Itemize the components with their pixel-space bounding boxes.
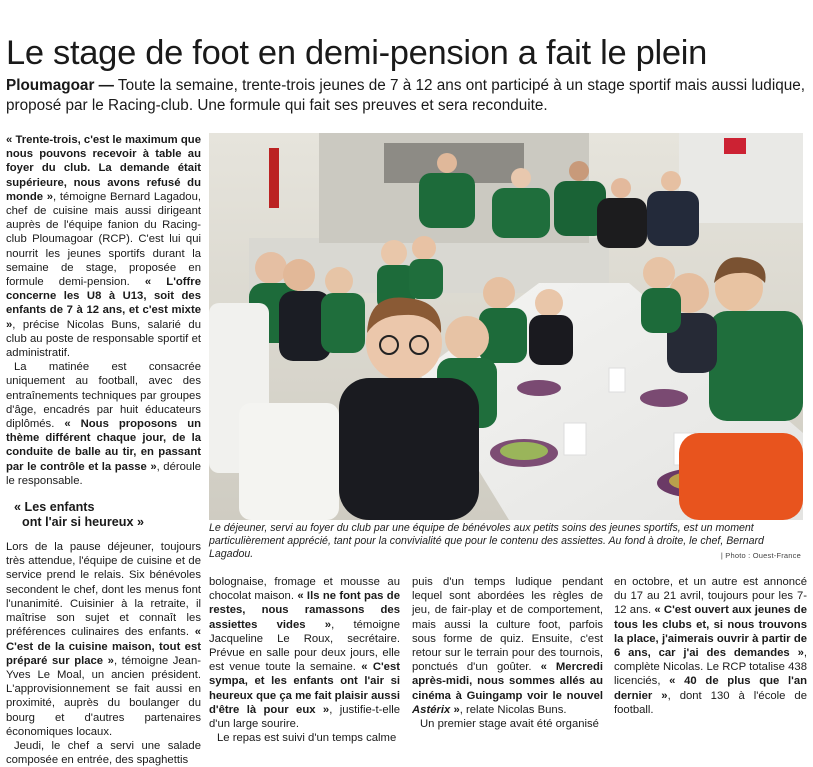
headline: Le stage de foot en demi-pension a fait le plein <box>6 34 708 72</box>
quote: « L'offre concerne les U8 à U13, soit des enfants de 7 à 12 ans, et c'est mixte » <box>6 276 201 331</box>
paragraph <box>412 717 603 731</box>
body-text: bolognaise, fromage et mousse au chocolat maison. <box>209 576 400 603</box>
quote: « Trente-trois, c'est le maximum que nous pouvons recevoir à table au foyer du club. La demande était supérieure, nous avons refusé du monde » <box>6 134 201 203</box>
paragraph <box>6 133 201 360</box>
body-text: puis d'un temps ludique pendant lequel sont abordées les règles de jeu, de fair-play et de comportement, mais aussi la culture foot, parfois sous forme de quiz. Ensuite, c'est retour sur le terrain pour des tournois, ponctués d'un goûter. <box>412 576 603 674</box>
body-text: La matinée est consacrée uniquement au football, avec des entraînements techniques par groupes d'âge, encadrés par huit éducateurs diplômés. <box>6 361 201 431</box>
quote-text: « Mercredi après-midi, nous sommes allés au cinéma à Guingamp voir le nouvel <box>412 661 603 702</box>
quote: « 40 de plus que l'an dernier » <box>614 675 807 702</box>
paragraph <box>209 575 400 731</box>
quote: « C'est sympa, et les enfants ont l'air si heureux que ça me fait plaisir aussi d'être là pour eux » <box>209 661 400 716</box>
intertitle-line-2: ont l'air si heureux » <box>22 515 144 530</box>
photo-caption: Le déjeuner, servi au foyer du club par une équipe de bénévoles aux petits soins des jeunes sportifs, est un moment particulièrement apprécié, tant pour la convivialité que pour le contenu des assiettes. Au fond à droite, le chef, Bernard Lagadou. <box>209 522 764 560</box>
body-text: , justifie-t-elle d'un large sourire. <box>209 703 400 731</box>
paragraph <box>6 739 201 767</box>
paragraph <box>209 731 400 745</box>
body-text: , témoigne Jean-Yves Le Moal, un ancien président. L'approvisionnement se fait aussi en proximité, auprès du boulanger du bourg et d'autres partenaires économiques locaux. <box>6 654 201 738</box>
quote: « C'est ouvert aux jeunes de tous les clubs et, si nous trouvons la place, j'aimerais ouvrir à partir de 6 ans, car j'ai des demandes » <box>614 604 807 660</box>
photo-credit: | Photo : Ouest-France <box>720 551 801 560</box>
intertitle-line-1: « Les enfants <box>14 500 95 515</box>
dateline: Ploumagoar — <box>6 77 114 94</box>
body-text: , complète Nicolas. Le RCP totalise 438 licenciés, <box>614 647 807 688</box>
quote: « Nous proposons un thème différent chaque jour, de la conduite de balle au tir, en passant par le contrôle et la passe » <box>6 418 201 473</box>
body-text: Jeudi, le chef a servi une salade composée en entrée, des spaghettis <box>6 739 201 767</box>
quote-end: » <box>450 703 460 716</box>
column-c <box>412 575 603 731</box>
body-text: en octobre, et un autre est annoncé du 17 au 21 avril, toujours pour les 7-12 ans. <box>614 576 807 617</box>
column-left <box>6 133 201 767</box>
article-lead <box>6 76 806 116</box>
film-title: Astérix <box>412 703 451 716</box>
body-text: , relate Nicolas Buns. <box>459 703 567 716</box>
quote: « Ils ne font pas de restes, nous ramassons des assiettes vides » <box>209 590 400 631</box>
body-text: , déroule le responsable. <box>6 460 201 487</box>
intertitle <box>14 500 201 530</box>
body-text: Un premier stage avait été organisé <box>420 718 599 731</box>
paragraph <box>6 360 201 488</box>
body-text: , dont 130 à l'école de football. <box>614 689 807 716</box>
column-b <box>209 575 400 745</box>
quote: « C'est de la cuisine maison, tout est préparé sur place » <box>6 626 201 667</box>
photo-children-lunch <box>209 133 803 520</box>
paragraph <box>412 575 603 717</box>
paragraph <box>6 540 201 739</box>
column-d <box>614 575 807 717</box>
body-text: , précise Nicolas Buns, salarié du club au poste de responsable sportif et administratif. <box>6 318 201 360</box>
body-text: , témoigne Jacqueline Le Roux, secrétaire. Prévue en salle pour deux jours, elle est venue toute la semaine. <box>209 618 400 674</box>
article-photo <box>209 133 803 520</box>
body-text: Lors de la pause déjeuner, toujours très attendue, l'équipe de cuisine et de service prend le relais. Six bénévoles secondent le chef, dont les menus font l'unanimité. Cuisinier à la retraite, il maîtrise son sujet et connaît les préférences culinaires des enfants. <box>6 541 201 639</box>
body-text: Le repas est suivi d'un temps calme <box>217 732 397 745</box>
lead-text: Toute la semaine, trente-trois jeunes de 7 à 12 ans ont participé à un stage sportif mais aussi ludique, proposé par le Racing-club. Une formule qui fait ses preuves et sera reconduite. <box>6 77 805 114</box>
body-text: , témoigne Bernard Lagadou, chef de cuisine mais aussi dirigeant auprès de l'équipe fanion du Racing-club Ploumagoar (RCP). C'est lui qui nourrit les jeunes sportifs durant la semaine de stage, proposée en formule demi-pension. <box>6 190 202 289</box>
paragraph <box>614 575 807 717</box>
